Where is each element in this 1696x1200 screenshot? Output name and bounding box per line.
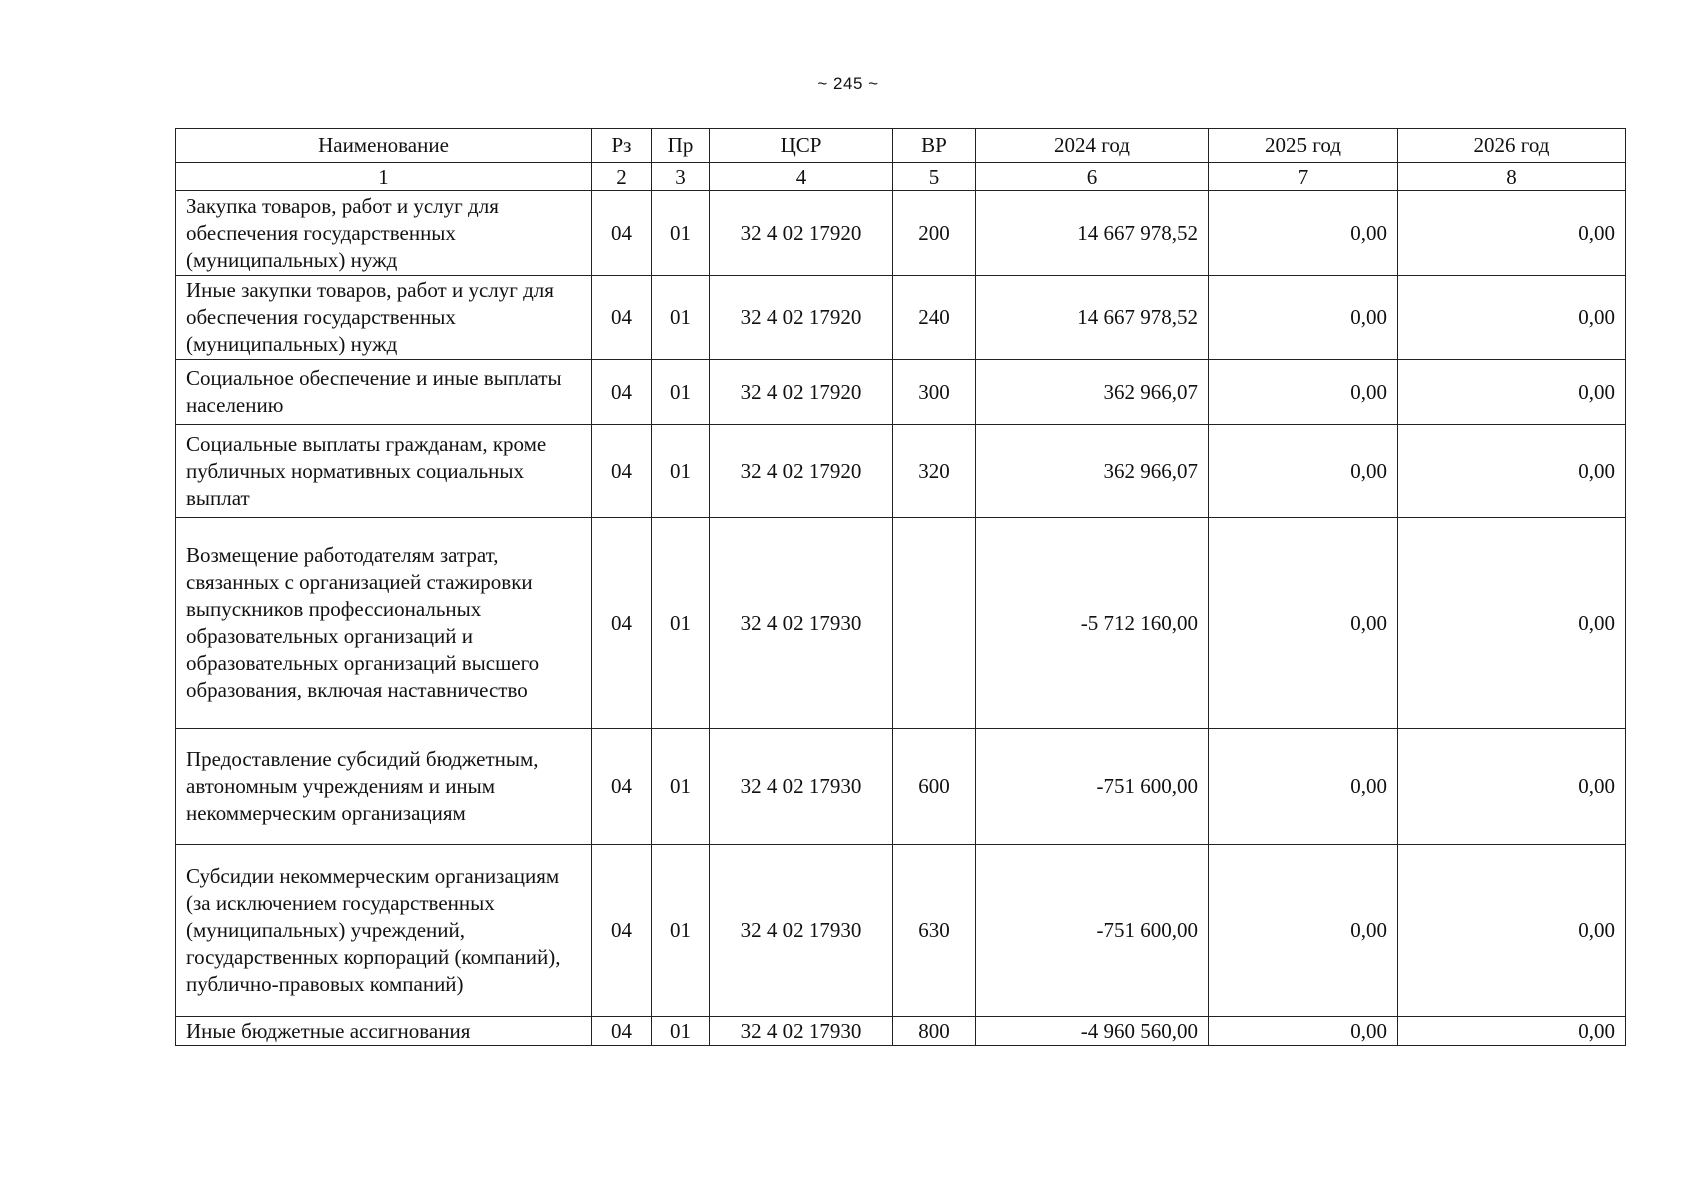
row-rz: 04: [592, 518, 652, 729]
header-2024: 2024 год: [976, 129, 1209, 163]
row-2025: 0,00: [1209, 1017, 1398, 1046]
row-vr: 800: [893, 1017, 976, 1046]
table-row: [176, 1017, 1626, 1046]
header-pr: Пр: [652, 129, 710, 163]
row-2024: 362 966,07: [976, 360, 1209, 425]
row-2026: 0,00: [1398, 1017, 1626, 1046]
row-2026: 0,00: [1398, 518, 1626, 729]
row-vr: 240: [893, 276, 976, 360]
row-2025: 0,00: [1209, 191, 1398, 276]
row-vr: 200: [893, 191, 976, 276]
table-row: [176, 276, 1626, 360]
row-csr: 32 4 02 17930: [710, 729, 893, 845]
column-number: 4: [710, 163, 893, 191]
column-number: 7: [1209, 163, 1398, 191]
row-name: Социальное обеспечение и иные выплаты населению: [176, 360, 592, 425]
row-2025: 0,00: [1209, 729, 1398, 845]
row-pr: 01: [652, 191, 710, 276]
header-vr: ВР: [893, 129, 976, 163]
row-2024: 14 667 978,52: [976, 191, 1209, 276]
row-rz: 04: [592, 191, 652, 276]
header-2026: 2026 год: [1398, 129, 1626, 163]
row-2025: 0,00: [1209, 425, 1398, 518]
row-2026: 0,00: [1398, 425, 1626, 518]
table-row: [176, 425, 1626, 518]
row-pr: 01: [652, 425, 710, 518]
row-csr: 32 4 02 17930: [710, 1017, 893, 1046]
row-name: Иные бюджетные ассигнования: [176, 1017, 592, 1046]
row-name: Субсидии некоммерческим организациям (за исключением государственных (муниципальных) учреждений, государственных корпораций (компаний), публично-правовых компаний): [176, 845, 592, 1017]
row-csr: 32 4 02 17930: [710, 518, 893, 729]
table-row: [176, 191, 1626, 276]
row-rz: 04: [592, 1017, 652, 1046]
header-csr: ЦСР: [710, 129, 893, 163]
row-name: Возмещение работодателям затрат, связанных с организацией стажировки выпускников профессиональных образовательных организаций и образовательных организаций высшего образования, включая наставничество: [176, 518, 592, 729]
row-name: Иные закупки товаров, работ и услуг для обеспечения государственных (муниципальных) нужд: [176, 276, 592, 360]
row-pr: 01: [652, 518, 710, 729]
row-csr: 32 4 02 17920: [710, 276, 893, 360]
row-rz: 04: [592, 276, 652, 360]
row-name: Закупка товаров, работ и услуг для обеспечения государственных (муниципальных) нужд: [176, 191, 592, 276]
column-number: 3: [652, 163, 710, 191]
row-2025: 0,00: [1209, 276, 1398, 360]
row-csr: 32 4 02 17930: [710, 845, 893, 1017]
column-number: 2: [592, 163, 652, 191]
row-pr: 01: [652, 1017, 710, 1046]
budget-table: [175, 128, 1626, 1046]
row-2026: 0,00: [1398, 191, 1626, 276]
header-row: [176, 129, 1626, 163]
row-2024: -751 600,00: [976, 729, 1209, 845]
row-name: Предоставление субсидий бюджетным, автономным учреждениям и иным некоммерческим организациям: [176, 729, 592, 845]
row-2026: 0,00: [1398, 845, 1626, 1017]
header-2025: 2025 год: [1209, 129, 1398, 163]
table-row: [176, 360, 1626, 425]
row-2025: 0,00: [1209, 518, 1398, 729]
row-pr: 01: [652, 845, 710, 1017]
column-number: 6: [976, 163, 1209, 191]
column-number-row: [176, 163, 1626, 191]
table-row: [176, 518, 1626, 729]
header-rz: Рз: [592, 129, 652, 163]
row-pr: 01: [652, 729, 710, 845]
row-csr: 32 4 02 17920: [710, 425, 893, 518]
column-number: 5: [893, 163, 976, 191]
row-2025: 0,00: [1209, 845, 1398, 1017]
row-2026: 0,00: [1398, 360, 1626, 425]
table-row: [176, 729, 1626, 845]
page-number: ~ 245 ~: [817, 74, 879, 93]
row-2024: 14 667 978,52: [976, 276, 1209, 360]
row-rz: 04: [592, 360, 652, 425]
row-vr: [893, 518, 976, 729]
row-pr: 01: [652, 276, 710, 360]
row-2024: 362 966,07: [976, 425, 1209, 518]
row-rz: 04: [592, 425, 652, 518]
row-rz: 04: [592, 729, 652, 845]
row-2026: 0,00: [1398, 276, 1626, 360]
column-number: 1: [176, 163, 592, 191]
row-2024: -751 600,00: [976, 845, 1209, 1017]
row-name: Социальные выплаты гражданам, кроме публичных нормативных социальных выплат: [176, 425, 592, 518]
row-2026: 0,00: [1398, 729, 1626, 845]
row-pr: 01: [652, 360, 710, 425]
row-2024: -5 712 160,00: [976, 518, 1209, 729]
row-vr: 630: [893, 845, 976, 1017]
row-vr: 300: [893, 360, 976, 425]
row-2025: 0,00: [1209, 360, 1398, 425]
row-csr: 32 4 02 17920: [710, 191, 893, 276]
table-row: [176, 845, 1626, 1017]
column-number: 8: [1398, 163, 1626, 191]
header-name: Наименование: [176, 129, 592, 163]
row-vr: 600: [893, 729, 976, 845]
page-number-container: [0, 74, 1696, 94]
row-2024: -4 960 560,00: [976, 1017, 1209, 1046]
row-csr: 32 4 02 17920: [710, 360, 893, 425]
row-vr: 320: [893, 425, 976, 518]
row-rz: 04: [592, 845, 652, 1017]
